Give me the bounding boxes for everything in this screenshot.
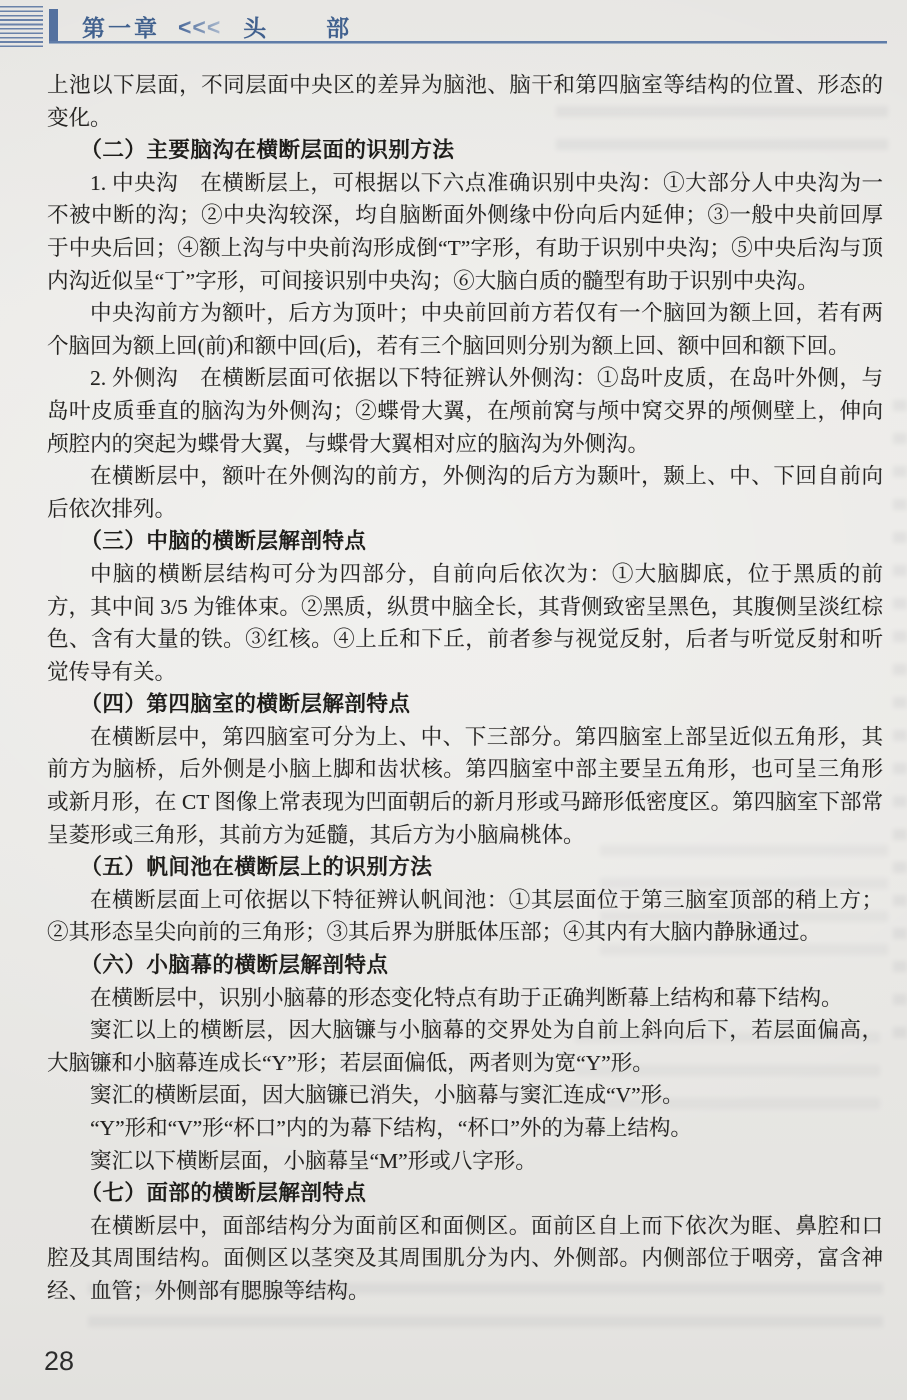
paragraph: 2. 外侧沟 在横断层面可依据以下特征辨认外侧沟：①岛叶皮质，在岛叶外侧，与岛叶皮质垂直的脑沟为外侧沟；②蝶骨大翼，在颅前窝与颅中窝交界的颅侧壁上，伸向颅腔内的突起为蝶骨大翼，与蝶骨大翼相对应的脑沟为外侧沟。 xyxy=(47,366,883,456)
section-heading: （四）第四脑室的横断层解剖特点 xyxy=(80,692,411,717)
paragraph: “Y”形和“V”形“杯口”内的为幕下结构，“杯口”外的为幕上结构。 xyxy=(90,1116,692,1140)
scan-bleedthrough-artifact xyxy=(893,400,907,1040)
paragraph: 在横断层中，识别小脑幕的形态变化特点有助于正确判断幕上结构和幕下结构。 xyxy=(90,985,843,1010)
section-heading: （七）面部的横断层解剖特点 xyxy=(80,1181,367,1206)
section-heading: （六）小脑幕的横断层解剖特点 xyxy=(80,953,389,978)
paragraph: 上池以下层面，不同层面中央区的差异为脑池、脑干和第四脑室等结构的位置、形态的变化。 xyxy=(47,73,883,130)
header-stripes-decoration xyxy=(0,6,43,47)
section-heading: （三）中脑的横断层解剖特点 xyxy=(80,529,367,554)
chevrons-icon: <<< xyxy=(178,14,222,40)
paragraph: 在横断层中，额叶在外侧沟的前方，外侧沟的后方为颞叶，颞上、中、下回自前向后依次排列。 xyxy=(47,464,883,521)
paragraph: 在横断层中，第四脑室可分为上、中、下三部分。第四脑室上部呈近似五角形，其前方为脑桥，后外侧是小脑上脚和齿状核。第四脑室中部主要呈五角形，也可呈三角形或新月形，在 CT 图像上常表现为凹面朝后的新月形或马蹄形低密度区。第四脑室下部常呈菱形或三角形，其前方为延髓，其后方为小脑扁桃体。 xyxy=(47,724,883,847)
chapter-label: 第一章 xyxy=(82,15,160,41)
section-heading: （二）主要脑沟在横断层面的识别方法 xyxy=(80,138,455,163)
page-number: 28 xyxy=(44,1346,75,1376)
paragraph: 中央沟前方为额叶，后方为顶叶；中央前回前方若仅有一个脑回为额上回，若有两个脑回为额上回(前)和额中回(后)，若有三个脑回则分别为额上回、额中回和额下回。 xyxy=(47,301,883,358)
paragraph: 在横断层中，面部结构分为面前区和面侧区。面前区自上而下依次为眶、鼻腔和口腔及其周围结构。面侧区以茎突及其周围肌分为内、外侧部。内侧部位于咽旁，富含神经、血管；外侧部有腮腺等结构。 xyxy=(47,1213,883,1303)
section-heading: （五）帆间池在横断层上的识别方法 xyxy=(80,855,433,880)
chapter-title: 头部 xyxy=(243,15,409,41)
paragraph: 在横断层面上可依据以下特征辨认帆间池：①其层面位于第三脑室顶部的稍上方；②其形态呈尖向前的三角形；③其后界为胼胝体压部；④其内有大脑内静脉通过。 xyxy=(47,887,883,945)
paragraph: 中脑的横断层结构可分为四部分，自前向后依次为：①大脑脚底，位于黑质的前方，其中间 3/5 为锥体束。②黑质，纵贯中脑全长，其背侧致密呈黑色，其腹侧呈淡红棕色、含有大量的铁。③红核。④上丘和下丘，前者参与视觉反射，后者与听觉反射和听觉传导有关。 xyxy=(47,561,883,684)
paragraph: 1. 中央沟 在横断层上，可根据以下六点准确识别中央沟：①大部分人中央沟为一不被中断的沟；②中央沟较深，均自脑断面外侧缘中份向后内延伸；③一般中央前回厚于中央后回；④额上沟与中央前沟形成倒“T”字形，有助于识别中央沟；⑤中央后沟与顶内沟近似呈“丁”字形，可间接识别中央沟；⑥大脑白质的髓型有助于识别中央沟。 xyxy=(47,170,883,293)
header-rule xyxy=(49,41,887,44)
paragraph: 窦汇以上的横断层，因大脑镰与小脑幕的交界处为自前上斜向后下，若层面偏高，大脑镰和小脑幕连成长“Y”形；若层面偏低，两者则为宽“Y”形。 xyxy=(47,1018,883,1075)
chapter-header xyxy=(0,0,907,48)
body-text xyxy=(47,69,883,1308)
paragraph: 窦汇以下横断层面，小脑幕呈“M”形或八字形。 xyxy=(90,1148,537,1173)
paragraph: 窦汇的横断层面，因大脑镰已消失，小脑幕与窦汇连成“V”形。 xyxy=(90,1083,684,1108)
chapter-header-text xyxy=(82,10,409,43)
header-accent-bar xyxy=(49,9,58,44)
